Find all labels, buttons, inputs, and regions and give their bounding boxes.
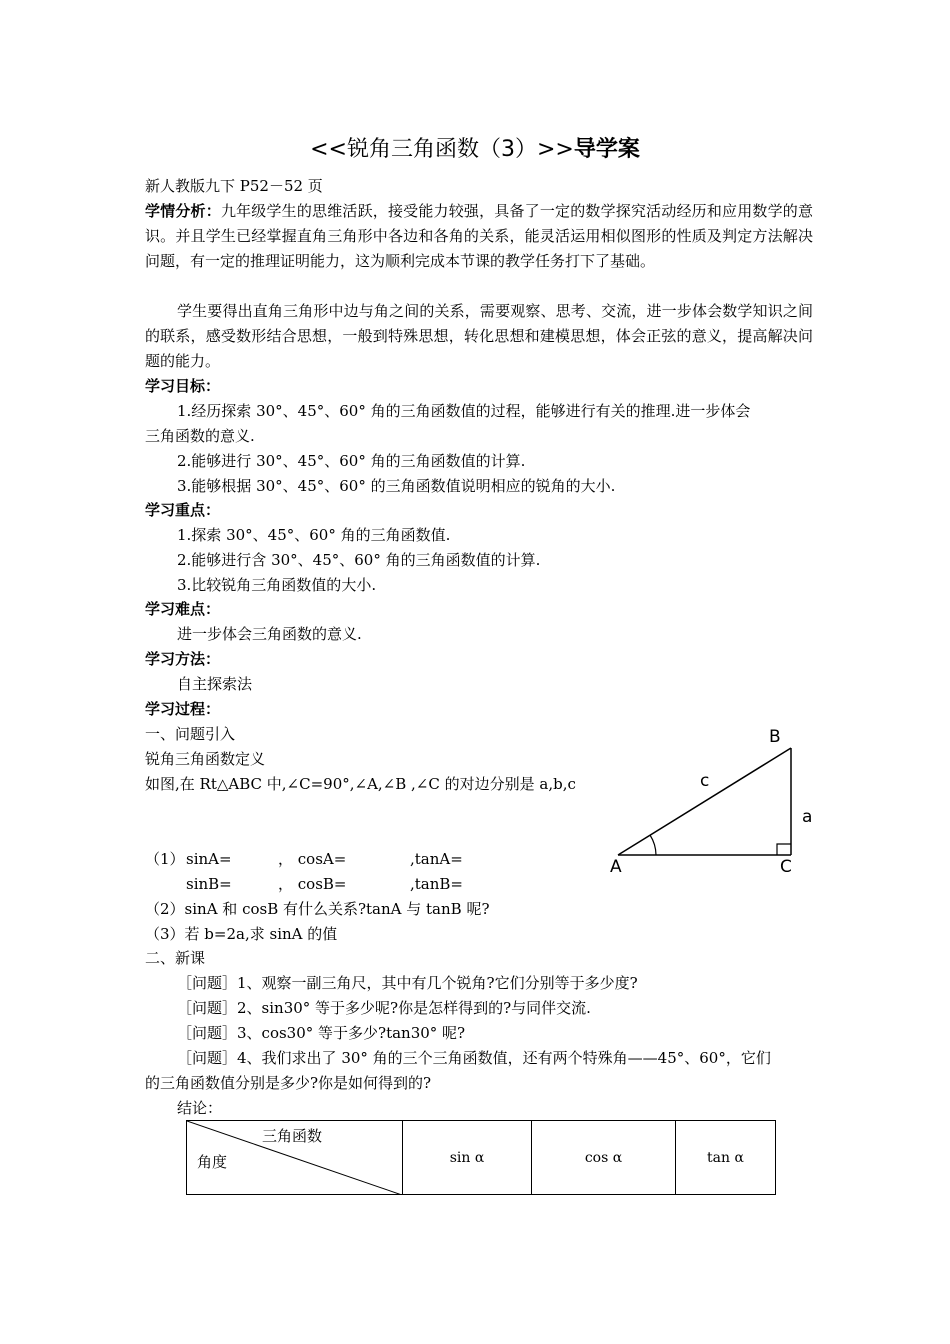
trig-values-table bbox=[186, 1120, 776, 1195]
goal-1: 1.经历探索 30°、45°、60° 角的三角函数值的过程，能够进行有关的推理.进一步体会 bbox=[177, 402, 751, 420]
conclusion-label: 结论： bbox=[177, 1099, 223, 1117]
problem-4-cont: 的三角函数值分别是多少?你是如何得到的? bbox=[145, 1074, 432, 1092]
vertex-C-label: C bbox=[780, 857, 792, 877]
key-1: 1.探索 30°、45°、60° 角的三角函数值. bbox=[177, 526, 451, 544]
side-c-label: c bbox=[700, 771, 710, 791]
goals-label: 学习目标： bbox=[145, 377, 221, 395]
method-text: 自主探索法 bbox=[177, 675, 253, 693]
tanA-blank: ,tanA= bbox=[410, 850, 463, 868]
method-label: 学习方法： bbox=[145, 650, 221, 668]
question-2: （2）sinA 和 cosB 有什么关系?tanA 与 tanB 呢? bbox=[145, 900, 490, 918]
source-line: 新人教版九下 P52－52 页 bbox=[145, 177, 323, 195]
goal-1-cont: 三角函数的意义. bbox=[145, 427, 255, 445]
question-3: （3）若 b=2a,求 sinA 的值 bbox=[145, 925, 338, 943]
page-title: <<锐角三角函数（3）>>导学案 bbox=[310, 137, 640, 162]
q1-label: （1） bbox=[145, 850, 185, 868]
analysis-paragraph-2: 学生要得出直角三角形中边与角之间的关系，需要观察、思考、交流，进一步体会数学知识之间的联系，感受数形结合思想，一般到特殊思想，转化思想和建模思想，体会正弦的意义，提高解决问题的能力。 bbox=[145, 302, 813, 370]
key-label: 学习重点： bbox=[145, 501, 221, 519]
col-cos-header: cos α bbox=[532, 1121, 676, 1195]
sinB-blank: sinB= bbox=[186, 875, 232, 893]
right-triangle-figure bbox=[600, 720, 830, 885]
header-function-label: 三角函数 bbox=[262, 1127, 323, 1145]
key-3: 3.比较锐角三角函数值的大小. bbox=[177, 576, 377, 594]
difficulty-text: 进一步体会三角函数的意义. bbox=[177, 625, 362, 643]
goal-3: 3.能够根据 30°、45°、60° 的三角函数值说明相应的锐角的大小. bbox=[177, 477, 616, 495]
definition-heading: 锐角三角函数定义 bbox=[145, 750, 266, 768]
analysis-label: 学情分析： bbox=[145, 202, 221, 220]
sinA-blank: sinA= bbox=[186, 850, 232, 868]
goal-2: 2.能够进行 30°、45°、60° 角的三角函数值的计算. bbox=[177, 452, 526, 470]
analysis-paragraph: 学情分析：九年级学生的思维活跃，接受能力较强，具备了一定的数学探究活动经历和应用数学的意识。并且学生已经掌握直角三角形中各边和各角的关系，能灵活运用相似图形的性质及判定方法解决问题，有一定的推理证明能力，这为顺利完成本节课的教学任务打下了基础。 bbox=[145, 202, 813, 270]
process-label: 学习过程： bbox=[145, 700, 221, 718]
problem-2: ［问题］2、sin30° 等于多少呢?你是怎样得到的?与同伴交流. bbox=[177, 999, 591, 1017]
cosB-blank: ， cosB= bbox=[278, 875, 347, 893]
side-a-label: a bbox=[802, 807, 813, 827]
header-angle-label: 角度 bbox=[197, 1153, 228, 1171]
angle-A-arc bbox=[650, 835, 656, 855]
side-c-line bbox=[618, 748, 791, 855]
figure-description: 如图,在 Rt△ABC 中,∠C=90°,∠A,∠B ,∠C 的对边分别是 a,b,c bbox=[145, 775, 576, 793]
difficulty-label: 学习难点： bbox=[145, 600, 221, 618]
key-2: 2.能够进行含 30°、45°、60° 角的三角函数值的计算. bbox=[177, 551, 541, 569]
diagonal-header-cell bbox=[187, 1121, 403, 1195]
section-2: 二、新课 bbox=[145, 949, 206, 967]
col-tan-header: tan α bbox=[676, 1121, 776, 1195]
problem-1: ［问题］1、观察一副三角尺，其中有几个锐角?它们分别等于多少度? bbox=[177, 974, 638, 992]
tanB-blank: ,tanB= bbox=[410, 875, 463, 893]
cosA-blank: ， cosA= bbox=[278, 850, 347, 868]
problem-3: ［问题］3、cos30° 等于多少?tan30° 呢? bbox=[177, 1024, 466, 1042]
vertex-B-label: B bbox=[769, 727, 781, 747]
section-1: 一、问题引入 bbox=[145, 725, 236, 743]
right-angle-mark bbox=[777, 844, 791, 855]
vertex-A-label: A bbox=[610, 857, 622, 877]
problem-4: ［问题］4、我们求出了 30° 角的三个三角函数值，还有两个特殊角——45°、60°，它们 bbox=[177, 1049, 771, 1067]
table-row bbox=[187, 1121, 776, 1195]
col-sin-header: sin α bbox=[403, 1121, 532, 1195]
